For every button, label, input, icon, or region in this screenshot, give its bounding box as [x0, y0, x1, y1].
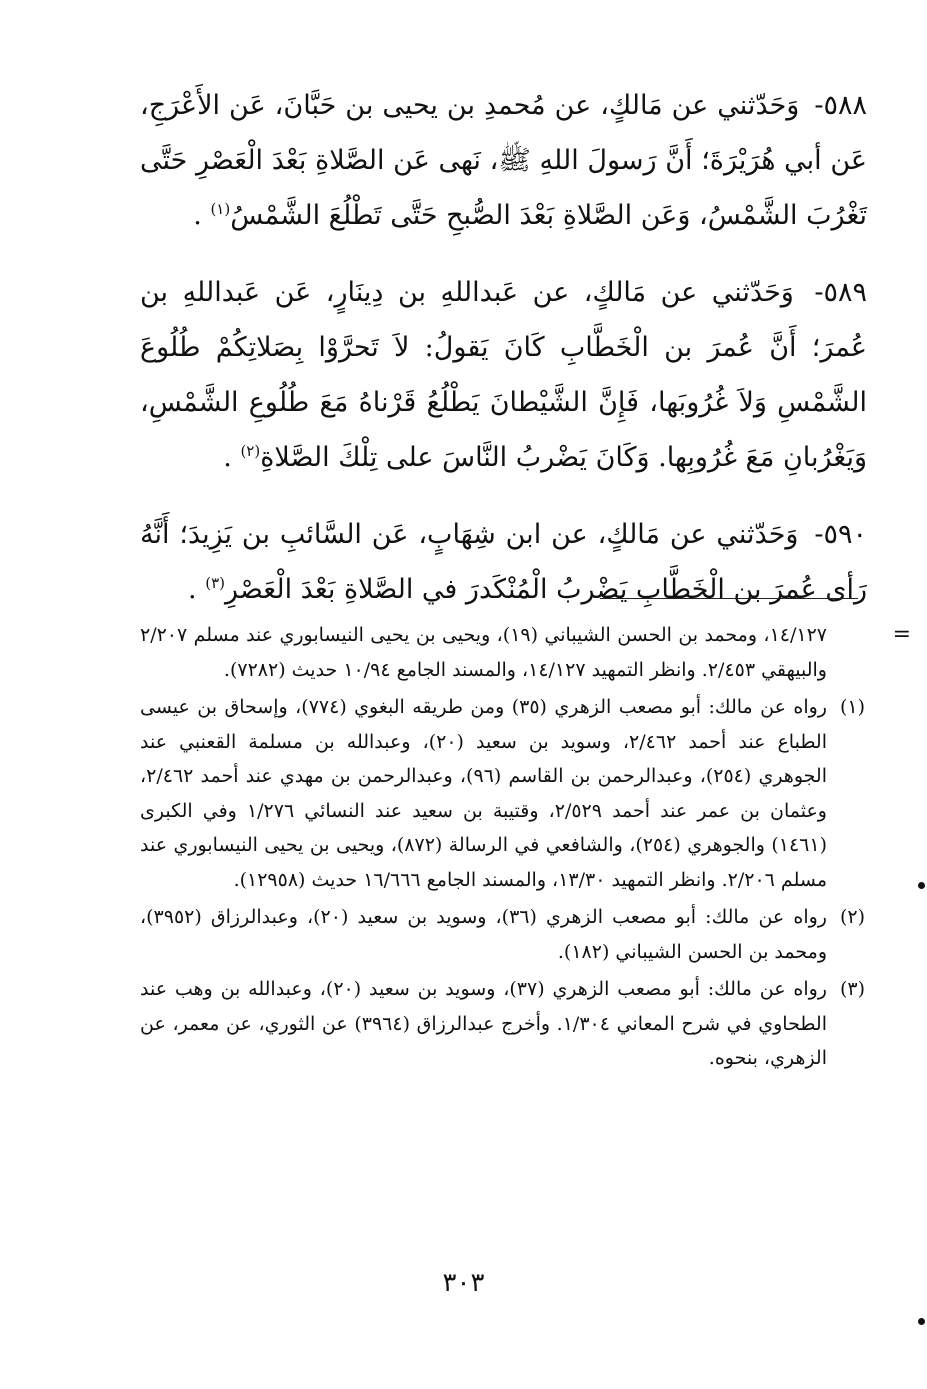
footnote-mark: = — [892, 622, 911, 647]
hadith-text: وَحَدّثني عن مَالكٍ، عن عَبداللهِ بن دِينَارٍ، عَن عَبداللهِ بن عُمرَ؛ أَنَّ عُمرَ بن الْخَطَّابِ كَانَ يَقولُ: لاَ تَحرَّوْا بِصَلاتِكُمْ طُلُوعَ الشَّمْسِ وَلاَ غُرُوبَها، فَإِنَّ الشَّيْطانَ يَطْلُعُ قَرْناهُ مَعَ طُلُوعِ الشَّمْسِ، وَيَغْرُبانِ مَعَ غُرُوبِها. وَكَانَ يَضْربُ النَّاسَ على تِلْكَ الصَّلاةِ — [140, 277, 867, 473]
hadith-589 — [140, 265, 867, 485]
footnote-3 — [140, 972, 865, 1076]
footnote-text: رواه عن مالك: أبو مصعب الزهري (٣٧)، وسويد بن سعيد (٢٠)، وعبدالله بن وهب عند الطحاوي في شرح المعاني ١/٣٠٤. وأخرج عبدالرزاق (٣٩٦٤) عن الثوري، عن معمر، عن الزهري، بنحوه. — [140, 978, 827, 1069]
hadith-number: ٥٨٨- — [814, 90, 867, 121]
hadith-588 — [140, 78, 867, 243]
main-text — [140, 78, 867, 639]
footnote-separator — [600, 598, 858, 599]
footnote-mark: (١) — [839, 696, 865, 718]
hadith-end: . — [223, 442, 241, 473]
footnote-mark: (٢) — [839, 906, 865, 928]
footnote-ref[interactable]: (٢) — [240, 442, 261, 460]
hadith-number: ٥٨٩- — [814, 277, 867, 308]
scan-mark — [918, 1318, 925, 1325]
footnote-ref[interactable]: (١) — [210, 200, 231, 218]
page-number: ٣٠٣ — [442, 1268, 485, 1298]
footnote-text: ١٤/١٢٧، ومحمد بن الحسن الشيباني (١٩)، ويحيى بن يحيى النيسابوري عند مسلم ٢/٢٠٧ والبيهقي ٢/٤٥٣. وانظر التمهيد ١٤/١٢٧، والمسند الجامع ١٠/٩٤ حديث (٧٢٨٢). — [140, 624, 827, 681]
footnote-text: رواه عن مالك: أبو مصعب الزهري (٣٥) ومن طريقه البغوي (٧٧٤)، وإسحاق بن عيسى الطباع عند أحمد ٢/٤٦٢، وسويد بن سعيد (٢٠)، وعبدالله بن مسلمة القعنبي عند الجوهري (٢٥٤)، وعبدالرحمن بن القاسم (٩٦)، وعبدالرحمن بن مهدي عند أحمد ٢/٤٦٢، وعثمان بن عمر عند أحمد ٢/٥٢٩، وقتيبة بن سعيد عند النسائي ١/٢٧٦ وفي الكبرى (١٤٦١) والجوهري (٢٥٤)، والشافعي في الرسالة (٨٧٢)، ويحيى بن يحيى النيسابوري عند مسلم ٢/٢٠٦. وانظر التمهيد ١٣/٣٠، والمسند الجامع ١٦/٦٦٦ حديث (١٢٩٥٨). — [140, 696, 827, 891]
hadith-590 — [140, 507, 867, 617]
hadith-text: وَحَدّثني عن مَالكٍ، عن مُحمدِ بن يحيى بن حَبَّانَ، عَن الأَعْرَجِ، عَن أبي هُرَيْرَةَ؛ أَنَّ رَسولَ اللهِ ﷺ، نَهى عَن الصَّلاةِ بَعْدَ الْعَصْرِ حَتَّى تَغْرُبَ الشَّمْسُ، وَعَن الصَّلاةِ بَعْدَ الصُّبحِ حَتَّى تَطْلُعَ الشَّمْسُ — [140, 90, 867, 231]
hadith-end: . — [193, 200, 211, 231]
footnote-1 — [140, 690, 865, 897]
hadith-end: . — [188, 574, 206, 605]
footnote-ref[interactable]: (٣) — [205, 574, 225, 592]
footnote-2 — [140, 900, 865, 969]
footnote-text: رواه عن مالك: أبو مصعب الزهري (٣٦)، وسويد بن سعيد (٢٠)، وعبدالرزاق (٣٩٥٢)، ومحمد بن الحسن الشيباني (١٨٢). — [140, 906, 827, 963]
scan-mark — [918, 882, 925, 889]
hadith-text: وَحَدّثني عن مَالكٍ، عن ابن شِهَابٍ، عَن السَّائبِ بن يَزِيدَ؛ أَنَّهُ رَأى عُمرَ بن الْخَطَّابِ يَضْربُ الْمُنْكَدرَ في الصَّلاةِ بَعْدَ الْعَصْرِ — [140, 519, 867, 605]
hadith-number: ٥٩٠- — [814, 519, 867, 550]
footnote-mark: (٣) — [839, 978, 865, 1000]
footnote-continuation — [140, 618, 911, 687]
footnotes — [140, 618, 911, 1079]
